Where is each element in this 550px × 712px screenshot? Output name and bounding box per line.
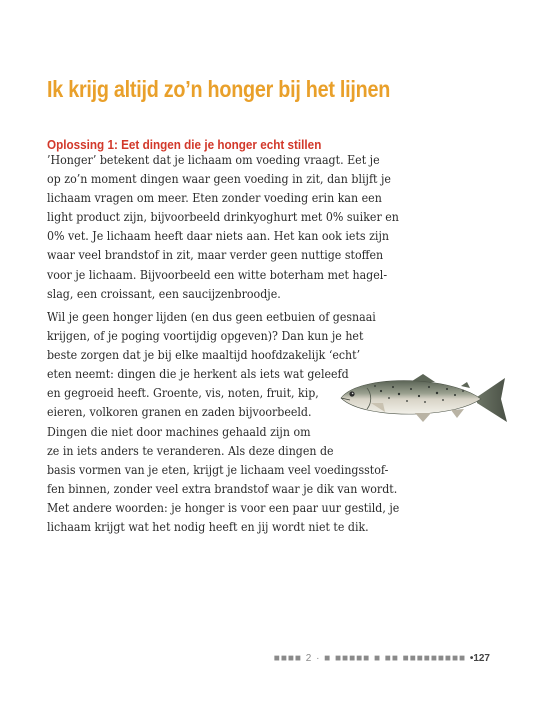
text-line: basis vormen van je eten, krijgt je lichaam veel voedingsstof-	[47, 462, 389, 477]
text-line: Met andere woorden: je honger is voor een paar uur gestild, je	[47, 500, 400, 515]
text-line: ’Honger’ betekent dat je lichaam om voeding vraagt. Eet je	[47, 153, 380, 167]
body-paragraph-1	[47, 151, 435, 304]
page-title: Ik krijg altijd zo’n honger bij het lijnen	[47, 76, 391, 102]
text-line: lichaam krijgt wat het nodig heeft en jij wordt niet te dik.	[47, 520, 369, 535]
fish-illustration	[337, 372, 515, 426]
text-line: lichaam vragen om meer. Eten zonder voeding erin kan een	[47, 191, 382, 206]
text-line: waar veel brandstof in zit, maar verder geen nuttige stoffen	[47, 248, 384, 263]
page-number: •127	[469, 653, 490, 664]
text-line: fen binnen, zonder veel extra brandstof waar je dik van wordt.	[47, 481, 398, 496]
text-line: 0% vet. Je lichaam heeft daar niets aan. Het kan ook iets zijn	[47, 229, 390, 244]
text-line: op zo’n moment dingen waar geen voeding in zit, dan blijft je	[47, 172, 391, 187]
text-line: en gegroeid heeft. Groente, vis, noten, fruit, kip,	[47, 386, 319, 401]
running-head: ■■■■ 2 · ■ ■■■■■ ■ ■■ ■■■■■■■■■	[273, 653, 467, 664]
text-line: slag, een croissant, een saucijzenbroodje.	[47, 286, 281, 301]
page-footer	[274, 653, 490, 664]
text-line: voor je lichaam. Bijvoorbeeld een witte boterham met hagel-	[47, 267, 388, 282]
text-line: krijgen, of je poging voortijdig opgeven)? Dan kun je het	[47, 329, 364, 344]
text-line: ze in iets anders te veranderen. Als deze dingen de	[47, 443, 334, 458]
text-line: light product zijn, bijvoorbeeld drinkyoghurt met 0% suiker en	[47, 210, 399, 225]
text-line: eieren, volkoren granen en zaden bijvoorbeeld.	[47, 405, 312, 420]
text-line: eten neemt: dingen die je herkent als iets wat geleefd	[47, 367, 349, 382]
section-subheading: Oplossing 1: Eet dingen die je honger echt stillen	[47, 137, 322, 152]
text-line: Dingen die niet door machines gehaald zijn om	[47, 424, 311, 439]
text-line: Wil je geen honger lijden (en dus geen eetbuien of gesnaai	[47, 310, 376, 324]
text-line: beste zorgen dat je bij elke maaltijd hoofdzakelijk ‘echt’	[47, 348, 361, 363]
